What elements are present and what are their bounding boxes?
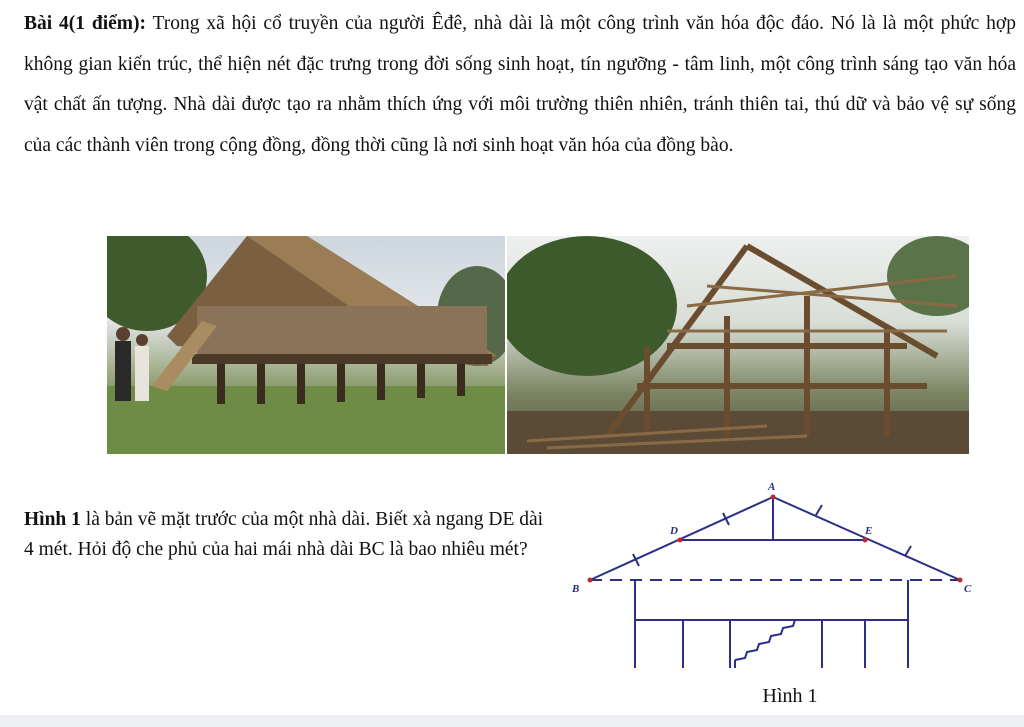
point-c [958,578,963,583]
point-a [771,495,776,500]
longhouse-photo [107,236,505,454]
figure-reference: Hình 1 [24,509,81,530]
label-a: A [768,481,776,493]
figure-caption: Hình 1 [762,685,818,707]
house-front-diagram [560,470,1000,680]
question-body: là bản vẽ mặt trước của một nhà dài. Biết xà ngang DE dài 4 mét. Hỏi độ che phủ của hai mái nhà dài BC là bao nhiêu mét? [24,509,544,560]
label-d: D [670,525,678,537]
label-e: E [865,525,873,537]
problem-paragraph [24,4,1016,166]
point-b [588,578,593,583]
question-text [24,505,554,565]
problem-text: Trong xã hội cổ truyền của người Êđê, nhà dài là một công trình văn hóa độc đáo. Nó là là một phức hợp không gian kiến trúc, thể hiện nét đặc trưng trong đời sống sinh hoạt, tín ngưỡng - tâm linh, một công trình sáng tạo văn hóa vật chất ấn tượng. Nhà dài được tạo ra nhằm thích ứng với môi trường thiên nhiên, tránh thiên tai, thú dữ và bảo vệ sự sống của các thành viên trong cộng đồng, đồng thời cũng là nơi sinh hoạt văn hóa của đồng bào. [24,13,1016,156]
point-d [678,538,683,543]
label-c: C [964,583,972,595]
point-e [863,538,868,543]
bottom-edge [0,715,1024,727]
frame-construction-photo [507,236,969,454]
problem-heading: Bài 4(1 điểm): [24,13,147,34]
label-b: B [572,583,580,595]
